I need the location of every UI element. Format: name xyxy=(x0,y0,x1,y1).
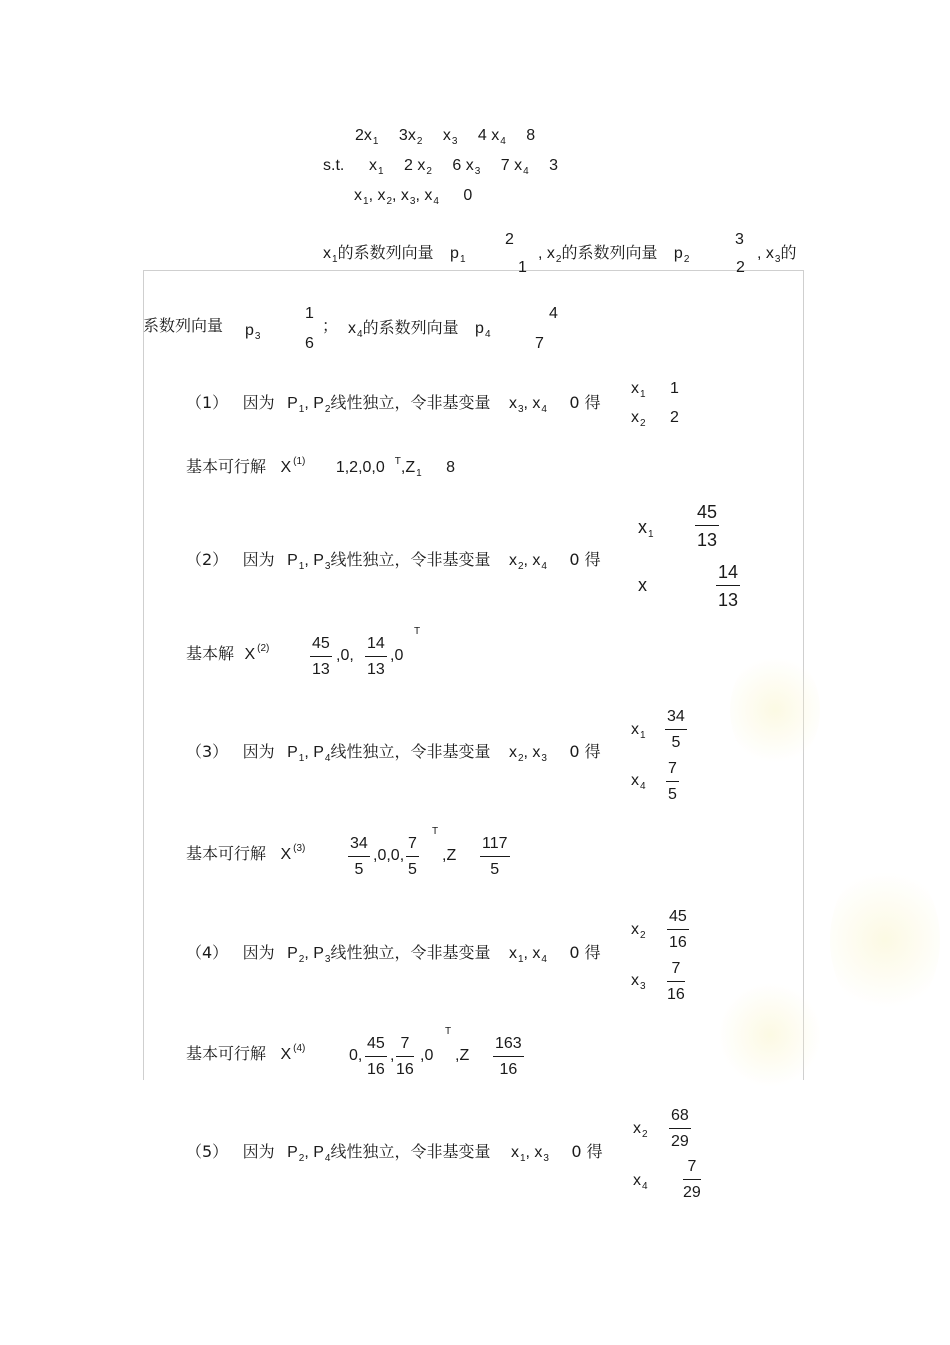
case-2-statement: （2） 因为 $P_1$, $P_3$线性独立，令非基变量 $x_2$, $x_4$ 0 得 xyxy=(186,550,601,572)
case-4-solution-comma: , xyxy=(390,1047,395,1064)
p3-bottom: 6 xyxy=(305,335,314,352)
case-4-result-frac-1: $\frac{45}{16}$ xyxy=(669,908,687,951)
p1-top: 2 xyxy=(505,231,514,248)
case-2-result-frac-1: $\frac{45}{13}$ xyxy=(697,502,718,550)
case-5-result-frac-2: $\frac{7}{29}$ xyxy=(683,1158,701,1201)
case-3-result-var-1: $x_1$ xyxy=(631,721,646,741)
case-2-solution-frac-1: $\frac{45}{13}$ xyxy=(312,635,330,678)
case-4-solution-label: 基本可行解 X $^{(4)}$ xyxy=(186,1043,306,1063)
frame-top-line xyxy=(143,270,804,271)
p3-label: $p_3$ xyxy=(245,322,261,342)
case-2-transpose: T xyxy=(414,626,421,637)
vectors-line-1c: , $x_3$的 xyxy=(757,243,797,265)
case-2-result-var-2: x xyxy=(638,575,647,595)
case-4-z-label: ,Z xyxy=(455,1047,470,1064)
case-3-transpose: T xyxy=(432,826,439,837)
case-2-result-var-1: $x_1$ xyxy=(638,517,654,540)
p2-top: 3 xyxy=(735,231,744,248)
scan-stain xyxy=(720,980,820,1090)
case-5-statement: （5） 因为 $P_2$, $P_4$线性独立，令非基变量 $x_1$, $x_3$ 0 得 xyxy=(186,1142,603,1164)
case-3-solution-frac-2: $\frac{7}{5}$ xyxy=(408,835,417,878)
case-3-statement: （3） 因为 $P_1$, $P_4$线性独立，令非基变量 $x_2$, $x_3$ 0 得 xyxy=(186,742,601,764)
scan-stain xyxy=(830,860,940,1020)
case-3-result-frac-2: $\frac{7}{5}$ xyxy=(668,760,677,803)
case-3-solution-mid: ,0,0, xyxy=(373,847,405,864)
case-2-solution-label: 基本解 X $^{(2)}$ xyxy=(186,643,270,663)
case-2-result-frac-2: $\frac{14}{13}$ xyxy=(718,562,739,610)
case-2-solution-mid: ,0, xyxy=(336,647,354,664)
case-5-result-frac-1: $\frac{68}{29}$ xyxy=(671,1107,689,1150)
vectors-line-1: $x_1$的系数列向量 $p_1$ xyxy=(323,243,466,265)
scan-stain xyxy=(730,650,820,770)
case-4-statement: （4） 因为 $P_2$, $P_3$线性独立，令非基变量 $x_1$, $x_4$ 0 得 xyxy=(186,943,601,965)
constraint-row-2: $x_1$ 2 $x_2$ 6 $x_3$ 7 $x_4$ 3 xyxy=(369,157,558,177)
case-2-solution-end: ,0 xyxy=(390,647,404,664)
constraint-row-3: $x_1$, $x_2$, $x_3$, $x_4$ 0 xyxy=(354,187,473,207)
st-label: s.t. xyxy=(323,157,345,174)
case-3-solution-frac-1: $\frac{34}{5}$ xyxy=(350,835,368,878)
vectors-line-2b: $x_4$的系数列向量 $p_4$ xyxy=(348,318,491,340)
vectors-line-2-text: 系数列向量 xyxy=(143,316,224,335)
p3-top: 1 xyxy=(305,305,314,322)
case-3-result-var-2: $x_4$ xyxy=(631,772,646,792)
p2-bottom: 2 xyxy=(736,259,745,276)
p4-top: 4 xyxy=(549,305,558,322)
vectors-line-1b: , $x_2$的系数列向量 $p_2$ xyxy=(538,243,690,265)
case-4-solution-start: 0, xyxy=(349,1047,363,1064)
case-4-solution-end: ,0 xyxy=(420,1047,434,1064)
case-4-result-frac-2: $\frac{7}{16}$ xyxy=(667,960,685,1003)
case-1-statement: （1） 因为 $P_1$, $P_2$线性独立，令非基变量 $x_3$, $x_4$ 0 得 xyxy=(186,393,601,415)
case-4-z-frac: $\frac{163}{16}$ xyxy=(495,1035,522,1078)
case-4-result-var-2: $x_3$ xyxy=(631,972,646,992)
case-1-result-row-1: $x_1$ 1 xyxy=(631,380,679,400)
case-3-z-label: ,Z xyxy=(442,847,457,864)
p4-bottom: 7 xyxy=(535,335,544,352)
case-1-result-row-2: $x_2$ 2 xyxy=(631,409,679,429)
case-3-solution-label: 基本可行解 X $^{(3)}$ xyxy=(186,843,306,863)
case-4-transpose: T xyxy=(445,1026,452,1037)
constraint-row-1: $2x_1$ $3x_2$ $x_3$ 4 $x_4$ 8 xyxy=(355,127,536,147)
case-5-result-var-2: $x_4$ xyxy=(633,1172,648,1192)
p1-bottom: 1 xyxy=(518,259,527,276)
case-3-z-frac: $\frac{117}{5}$ xyxy=(482,835,508,878)
semicolon: ； xyxy=(322,316,339,335)
frame-left-line xyxy=(143,270,144,1080)
case-2-solution-frac-2: $\frac{14}{13}$ xyxy=(367,635,385,678)
case-4-result-var-1: $x_2$ xyxy=(631,921,646,941)
case-3-result-frac-1: $\frac{34}{5}$ xyxy=(667,708,685,751)
case-5-result-var-1: $x_2$ xyxy=(633,1120,648,1140)
case-4-solution-frac-2: $\frac{7}{16}$ xyxy=(396,1035,414,1078)
case-1-solution: 基本可行解 X $^{(1)}$ 1,2,0,0 $^T,Z_1$ 8 xyxy=(186,456,456,479)
case-4-solution-frac-1: $\frac{45}{16}$ xyxy=(367,1035,385,1078)
